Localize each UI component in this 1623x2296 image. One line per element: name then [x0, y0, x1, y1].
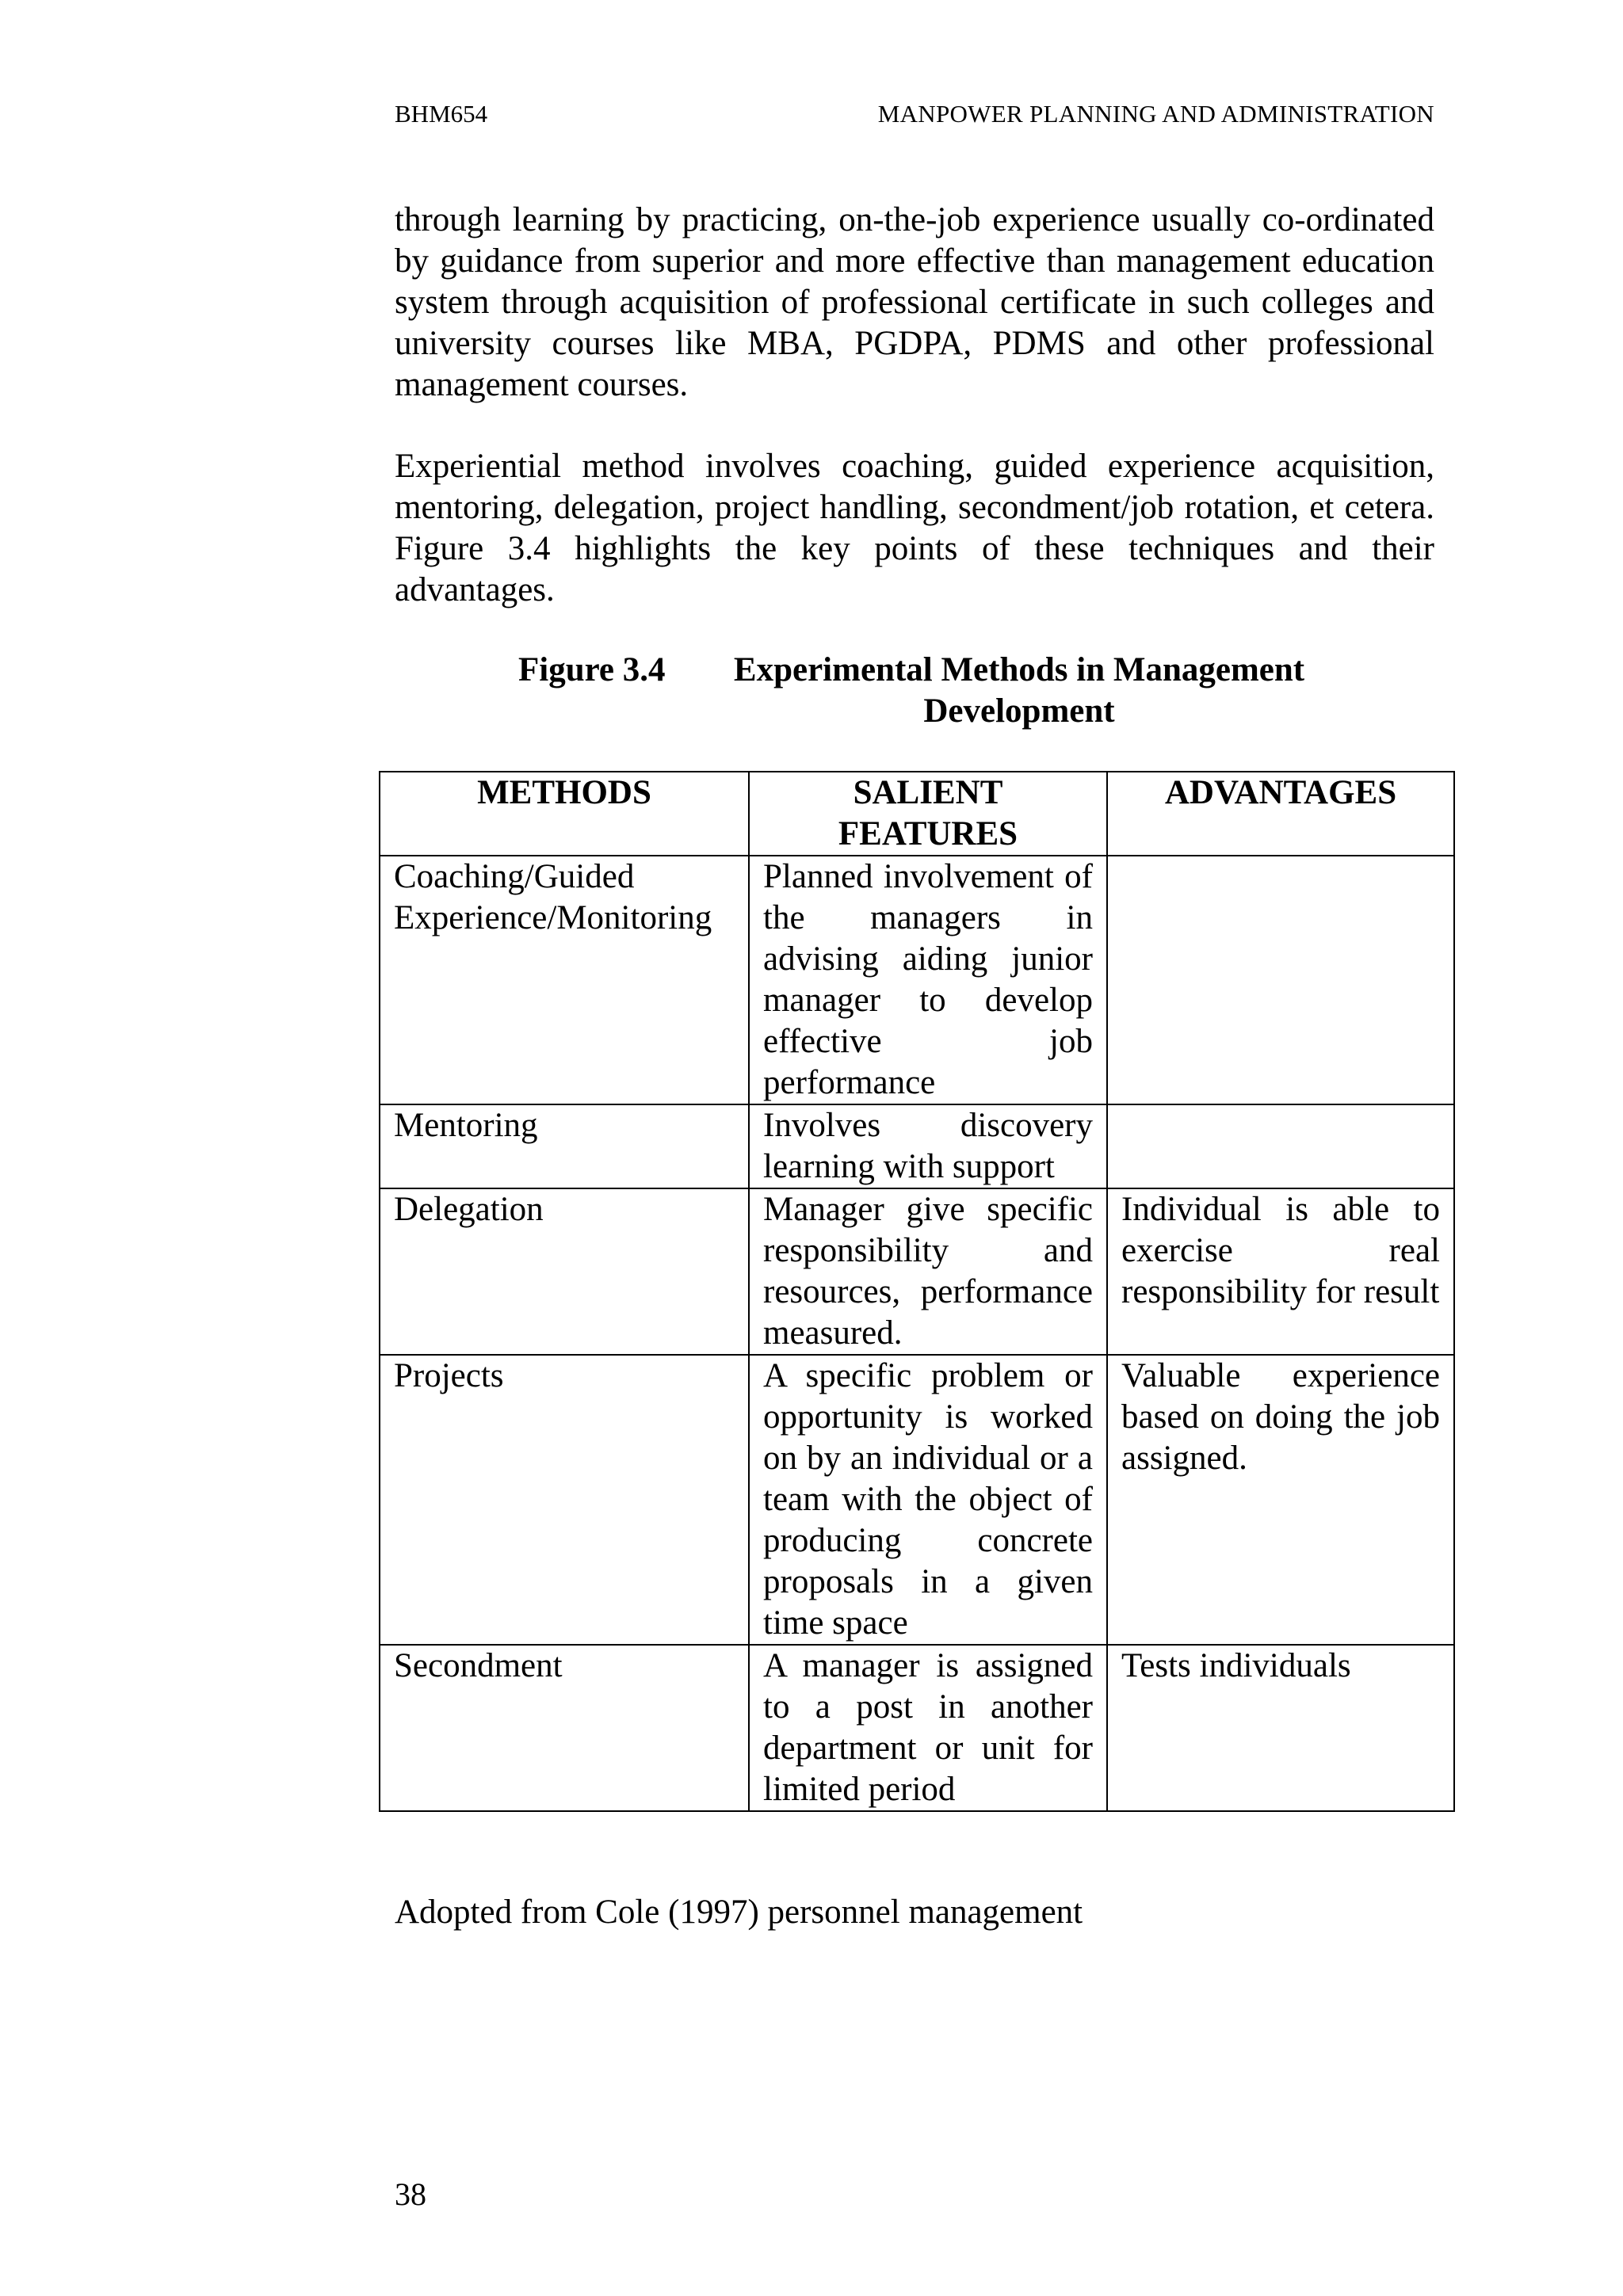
header-salient-features: SALIENT FEATURES	[749, 772, 1107, 856]
figure-number: Figure 3.4	[518, 651, 666, 688]
method-cell: Coaching/Guided Experience/Monitoring	[380, 856, 749, 1104]
methods-table	[379, 771, 1455, 1812]
course-code: BHM654	[395, 100, 488, 128]
running-header	[395, 98, 1434, 130]
features-cell: Planned involvement of the managers in advising aiding junior manager to develop effective job performance	[749, 856, 1107, 1104]
header-advantages: ADVANTAGES	[1107, 772, 1454, 856]
features-cell: A specific problem or opportunity is worked on by an individual or a team with the object of producing concrete proposals in a given time space	[749, 1355, 1107, 1645]
advantages-cell	[1107, 1104, 1454, 1188]
table-row	[380, 1188, 1454, 1355]
features-cell: Manager give specific responsibility and resources, performance measured.	[749, 1188, 1107, 1355]
advantages-cell: Individual is able to exercise real responsibility for result	[1107, 1188, 1454, 1355]
features-cell: Involves discovery learning with support	[749, 1104, 1107, 1188]
course-title: MANPOWER PLANNING AND ADMINISTRATION	[877, 100, 1434, 128]
page-number: 38	[395, 2176, 426, 2212]
method-cell: Projects	[380, 1355, 749, 1645]
body-paragraph-1: through learning by practicing, on-the-job experience usually co-ordinated by guidance from superior and more effective than management education system through acquisition of professional certificate in such colleges and university courses like MBA, PGDPA, PDMS and other professional management courses.	[395, 201, 1434, 403]
body-paragraph-2: Experiential method involves coaching, guided experience acquisition, mentoring, delegation, project handling, secondment/job rotation, et cetera. Figure 3.4 highlights the key points of these techniques and their advantages.	[395, 448, 1434, 608]
advantages-cell: Valuable experience based on doing the job assigned.	[1107, 1355, 1454, 1645]
method-cell: Delegation	[380, 1188, 749, 1355]
method-cell: Mentoring	[380, 1104, 749, 1188]
table-row	[380, 1645, 1454, 1811]
table-header-row	[380, 772, 1454, 856]
table-row	[380, 1104, 1454, 1188]
advantages-cell	[1107, 856, 1454, 1104]
method-cell: Secondment	[380, 1645, 749, 1811]
advantages-cell: Tests individuals	[1107, 1645, 1454, 1811]
table-row	[380, 856, 1454, 1104]
source-note: Adopted from Cole (1997) personnel management	[395, 1894, 1083, 1931]
header-methods: METHODS	[380, 772, 749, 856]
figure-title: Experimental Methods in Management Development	[733, 651, 1305, 730]
features-cell: A manager is assigned to a post in another department or unit for limited period	[749, 1645, 1107, 1811]
table-row	[380, 1355, 1454, 1645]
